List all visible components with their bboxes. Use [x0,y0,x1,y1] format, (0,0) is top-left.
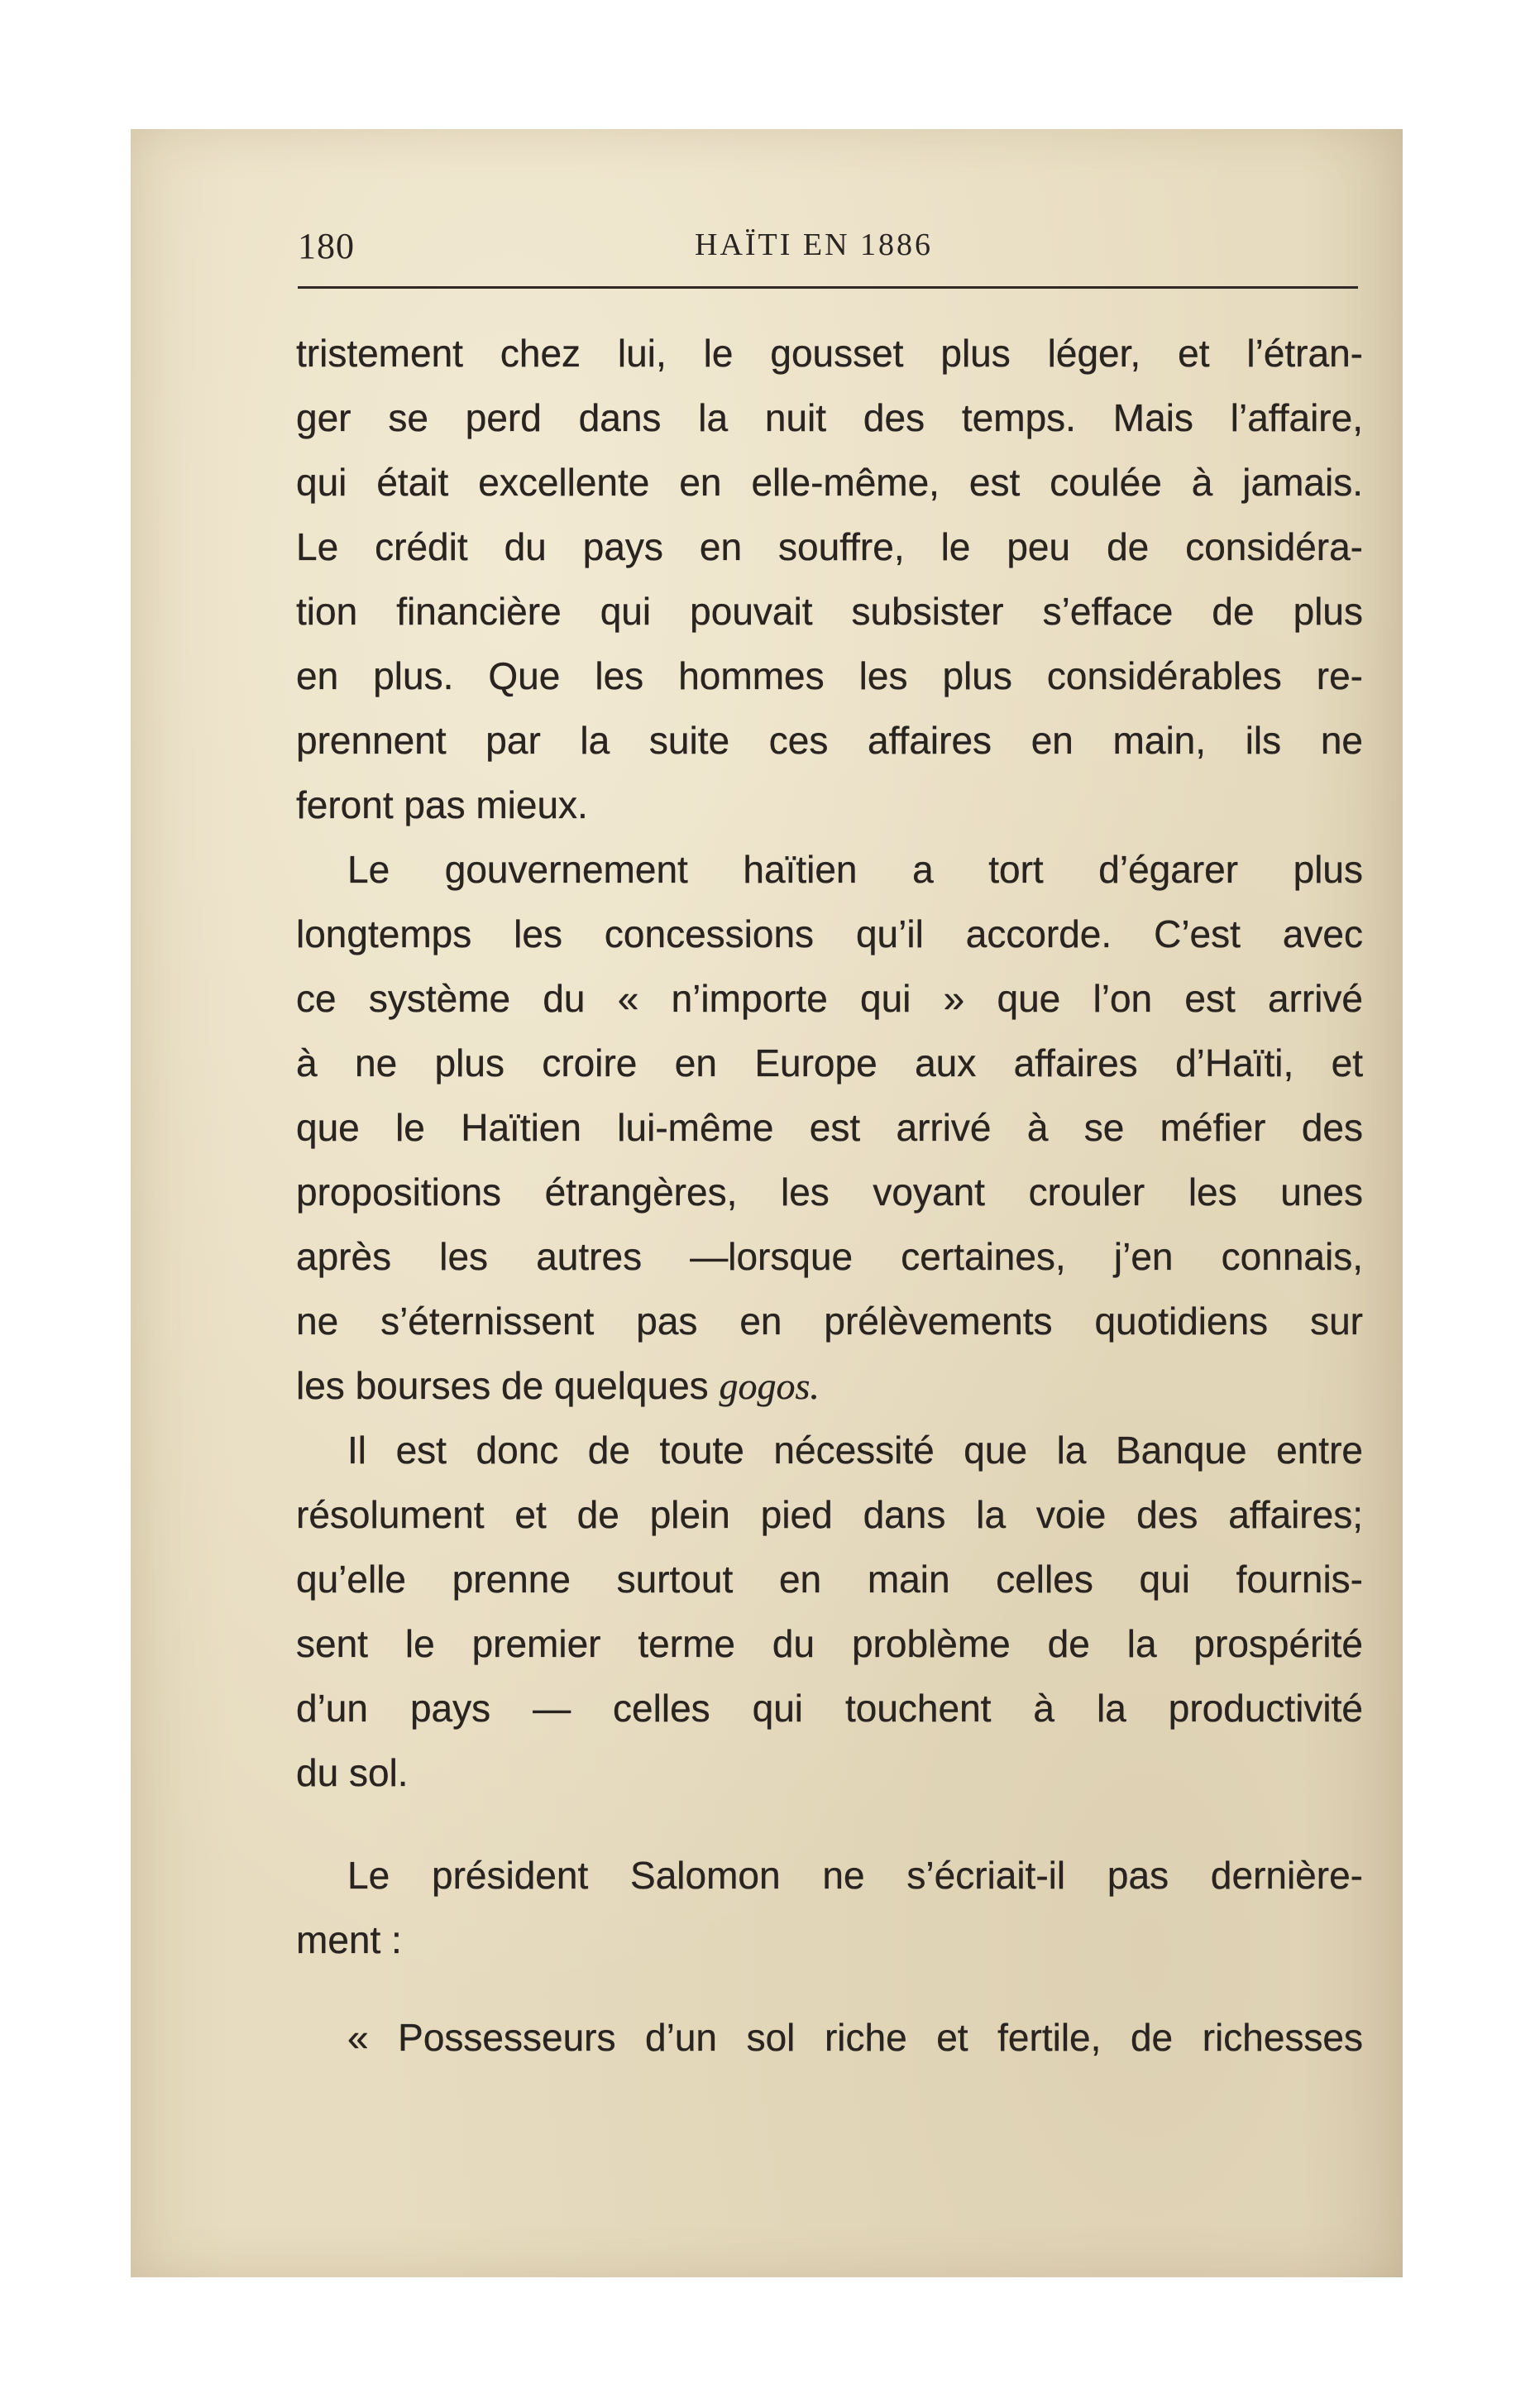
text-line: prennent par la suite ces affaires en main, ils ne [296,719,1363,762]
running-header [298,225,1363,275]
header-rule [298,286,1358,289]
text-line: d’un pays — celles qui touchent à la productivité [296,1687,1363,1730]
paragraph [296,321,1363,837]
text-line: feront pas mieux. [296,783,588,826]
text-line: « Possesseurs d’un sol riche et fertile, de richesses [347,2016,1363,2059]
body-text [296,321,1363,2070]
text-line: ce système du « n’importe qui » que l’on est arrivé [296,977,1363,1020]
italic-word: gogos. [719,1365,820,1407]
text-line: en plus. Que les hommes les plus considérables re- [296,654,1363,697]
text-line: résolument et de plein pied dans la voie des affaires; [296,1493,1363,1536]
paragraph [296,2005,1363,2070]
text-line: Le crédit du pays en souffre, le peu de considéra- [296,525,1363,568]
text-line: ne s’éternissent pas en prélèvements quotidiens sur [296,1300,1363,1343]
paragraph [296,837,1363,1418]
text-line: Le gouvernement haïtien a tort d’égarer plus [347,848,1363,891]
text-line: qu’elle prenne surtout en main celles qui fournis- [296,1558,1363,1601]
paragraph-gap [296,1805,1363,1843]
text-line: qui était excellente en elle-même, est coulée à jamais. [296,461,1363,504]
text-span: les bourses de quelques [296,1364,720,1407]
text-line: propositions étrangères, les voyant crouler les unes [296,1170,1363,1214]
running-title: HAÏTI EN 1886 [695,227,934,262]
text-line: tion financière qui pouvait subsister s’efface de plus [296,590,1363,633]
paragraph [296,1843,1363,1972]
text-line: Il est donc de toute nécessité que la Banque entre [347,1429,1363,1472]
text-line [296,1353,1363,1418]
text-line: ment : [296,1918,402,1961]
page-number: 180 [298,226,355,266]
paragraph [296,1418,1363,1805]
text-line: longtemps les concessions qu’il accorde. C’est avec [296,912,1363,955]
text-line: tristement chez lui, le gousset plus léger, et l’étran- [296,332,1363,375]
text-line: ger se perd dans la nuit des temps. Mais l’affaire, [296,396,1363,439]
text-line: que le Haïtien lui-même est arrivé à se méfier des [296,1106,1363,1149]
paragraph-gap [296,1972,1363,2005]
text-line: Le président Salomon ne s’écriait-il pas dernière- [347,1854,1363,1897]
text-line: du sol. [296,1751,409,1794]
text-line: à ne plus croire en Europe aux affaires d’Haïti, et [296,1041,1363,1084]
text-line: sent le premier terme du problème de la prospérité [296,1622,1363,1665]
text-line: après les autres —lorsque certaines, j’en connais, [296,1235,1363,1278]
